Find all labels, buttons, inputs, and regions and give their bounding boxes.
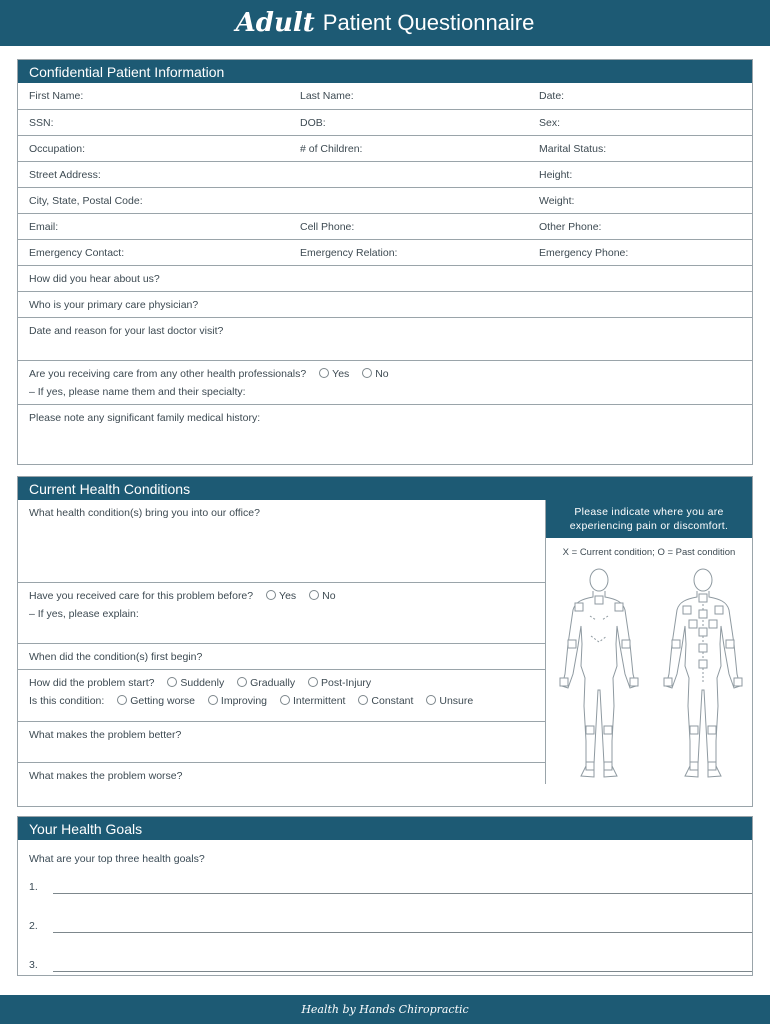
marker-back-hand-right	[734, 678, 742, 686]
pain-instruction	[546, 500, 752, 538]
received-care-question	[29, 590, 336, 602]
form-row	[18, 643, 545, 669]
pain-legend: X = Current condition; O = Past condition	[562, 547, 736, 558]
other-care-no-radio[interactable]	[362, 368, 372, 378]
goal-number-3: 3.	[29, 959, 38, 971]
goals-section	[17, 816, 753, 976]
weight-field[interactable]: Weight:	[539, 195, 575, 207]
marker-front-hand-right	[630, 678, 638, 686]
marker-back-knee-right	[708, 726, 716, 734]
page-title: Patient Questionnaire	[322, 10, 535, 35]
marker-front-neck	[595, 596, 603, 604]
dob-field[interactable]: DOB:	[300, 117, 326, 129]
marker-back-knee-left	[690, 726, 698, 734]
form-row	[18, 239, 752, 265]
marker-back-scapula-right	[709, 620, 717, 628]
body-diagram-panel	[545, 500, 752, 784]
form-row	[18, 187, 752, 213]
form-row	[18, 404, 752, 464]
condition-status-question	[29, 695, 473, 707]
marker-back-elbow-left	[672, 640, 680, 648]
emergency-contact-field[interactable]: Emergency Contact:	[29, 247, 125, 259]
pain-instruction-line2: experiencing pain or discomfort.	[569, 520, 729, 532]
confidential-heading: Confidential Patient Information	[18, 60, 752, 83]
condition-intermittent-radio[interactable]	[280, 695, 290, 705]
marker-front-ankle-right	[604, 762, 612, 770]
confidential-section	[17, 59, 753, 465]
condition-worse-label: Getting worse	[130, 695, 195, 707]
conditions-heading: Current Health Conditions	[18, 477, 752, 500]
marker-back-upper	[699, 610, 707, 618]
date-field[interactable]: Date:	[539, 90, 565, 102]
emergency-phone-field[interactable]: Emergency Phone:	[539, 247, 629, 259]
other-care-yes-label: Yes	[332, 368, 350, 380]
makes-worse-field[interactable]: What makes the problem worse?	[29, 770, 183, 782]
first-begin-field[interactable]: When did the condition(s) first begin?	[29, 651, 203, 663]
goal-line-3[interactable]	[29, 959, 752, 971]
goal-number-1: 1.	[29, 881, 38, 893]
form-row	[18, 695, 545, 721]
marker-front-hand-left	[560, 678, 568, 686]
other-care-yes-radio[interactable]	[319, 368, 329, 378]
marker-back-ankle-right	[708, 762, 716, 770]
marker-back-sacrum	[699, 660, 707, 668]
children-field[interactable]: # of Children:	[300, 143, 363, 155]
street-address-field[interactable]: Street Address:	[29, 169, 101, 181]
form-row	[18, 500, 545, 582]
conditions-questions	[18, 500, 545, 784]
how-start-label: How did the problem start?	[29, 677, 155, 689]
received-care-followup-field[interactable]: – If yes, please explain:	[29, 608, 139, 620]
condition-status-label: Is this condition:	[29, 695, 105, 707]
ssn-field[interactable]: SSN:	[29, 117, 54, 129]
marker-front-elbow-right	[622, 640, 630, 648]
form-row	[18, 291, 752, 317]
received-care-no-label: No	[322, 590, 336, 602]
marker-back-neck	[699, 594, 707, 602]
marker-back-shoulder-left	[683, 606, 691, 614]
goal-line-2[interactable]	[29, 920, 752, 932]
goal-rule-1	[53, 893, 752, 894]
marker-front-knee-left	[586, 726, 594, 734]
condition-improving-label: Improving	[220, 695, 268, 707]
makes-better-field[interactable]: What makes the problem better?	[29, 729, 182, 741]
marital-status-field[interactable]: Marital Status:	[539, 143, 607, 155]
condition-constant-radio[interactable]	[358, 695, 368, 705]
family-history-field[interactable]: Please note any significant family medical history:	[29, 412, 261, 424]
marker-back-elbow-right	[726, 640, 734, 648]
start-gradually-radio[interactable]	[237, 677, 247, 687]
last-visit-field[interactable]: Date and reason for your last doctor visit?	[29, 325, 224, 337]
form-row	[18, 669, 545, 695]
form-row	[18, 213, 752, 239]
marker-front-knee-right	[604, 726, 612, 734]
goal-rule-2	[53, 932, 752, 933]
form-row	[18, 360, 752, 404]
hear-about-us-field[interactable]: How did you hear about us?	[29, 273, 160, 285]
goals-heading: Your Health Goals	[18, 817, 752, 840]
received-care-yes-label: Yes	[279, 590, 297, 602]
form-row	[18, 109, 752, 135]
goal-number-2: 2.	[29, 920, 38, 932]
condition-improving-radio[interactable]	[208, 695, 218, 705]
conditions-section	[17, 476, 753, 807]
city-state-postal-field[interactable]: City, State, Postal Code:	[29, 195, 143, 207]
received-care-label: Have you received care for this problem before?	[29, 590, 254, 602]
bring-you-in-field[interactable]: What health condition(s) bring you into our office?	[29, 507, 260, 519]
sex-field[interactable]: Sex:	[539, 117, 561, 129]
marker-back-mid	[699, 628, 707, 636]
first-name-field[interactable]: First Name:	[29, 90, 84, 102]
page-footer: Health by Hands Chiropractic	[0, 995, 770, 1024]
start-post-injury-label: Post-Injury	[321, 677, 372, 689]
other-phone-field[interactable]: Other Phone:	[539, 221, 602, 233]
form-row	[18, 135, 752, 161]
marker-front-shoulder-left	[575, 603, 583, 611]
received-care-no-radio[interactable]	[309, 590, 319, 600]
body-diagram[interactable]	[546, 566, 753, 786]
start-gradually-label: Gradually	[250, 677, 296, 689]
start-suddenly-radio[interactable]	[167, 677, 177, 687]
other-care-followup-field[interactable]: – If yes, please name them and their specialty:	[29, 386, 246, 398]
last-name-field[interactable]: Last Name:	[300, 90, 354, 102]
form-row	[18, 721, 545, 764]
emergency-relation-field[interactable]: Emergency Relation:	[300, 247, 398, 259]
page-header	[0, 0, 770, 46]
condition-constant-label: Constant	[371, 695, 414, 707]
received-care-yes-radio[interactable]	[266, 590, 276, 600]
goals-question: What are your top three health goals?	[29, 853, 205, 865]
marker-back-ankle-left	[690, 762, 698, 770]
form-row	[18, 762, 545, 806]
form-row	[18, 265, 752, 291]
form-row	[18, 582, 545, 643]
marker-front-ankle-left	[586, 762, 594, 770]
form-row	[18, 83, 752, 109]
other-care-no-label: No	[375, 368, 389, 380]
header-script-word: Adult	[235, 8, 315, 38]
start-suddenly-label: Suddenly	[180, 677, 225, 689]
marker-back-scapula-left	[689, 620, 697, 628]
pain-instruction-line1: Please indicate where you are	[574, 506, 724, 518]
occupation-field[interactable]: Occupation:	[29, 143, 86, 155]
start-post-injury-radio[interactable]	[308, 677, 318, 687]
marker-front-elbow-left	[568, 640, 576, 648]
email-field[interactable]: Email:	[29, 221, 59, 233]
marker-back-shoulder-right	[715, 606, 723, 614]
other-care-label: Are you receiving care from any other health professionals?	[29, 368, 307, 380]
cell-phone-field[interactable]: Cell Phone:	[300, 221, 355, 233]
goal-rule-3	[53, 971, 752, 972]
other-care-question	[29, 368, 389, 380]
goal-line-1[interactable]	[29, 881, 752, 893]
how-start-question	[29, 677, 371, 689]
marker-back-lower	[699, 644, 707, 652]
form-row	[18, 161, 752, 187]
condition-unsure-radio[interactable]	[426, 695, 436, 705]
height-field[interactable]: Height:	[539, 169, 573, 181]
condition-unsure-label: Unsure	[439, 695, 474, 707]
form-row	[18, 317, 752, 360]
condition-intermittent-label: Intermittent	[292, 695, 346, 707]
marker-front-shoulder-right	[615, 603, 623, 611]
primary-physician-field[interactable]: Who is your primary care physician?	[29, 299, 199, 311]
marker-back-hand-left	[664, 678, 672, 686]
condition-worse-radio[interactable]	[117, 695, 127, 705]
